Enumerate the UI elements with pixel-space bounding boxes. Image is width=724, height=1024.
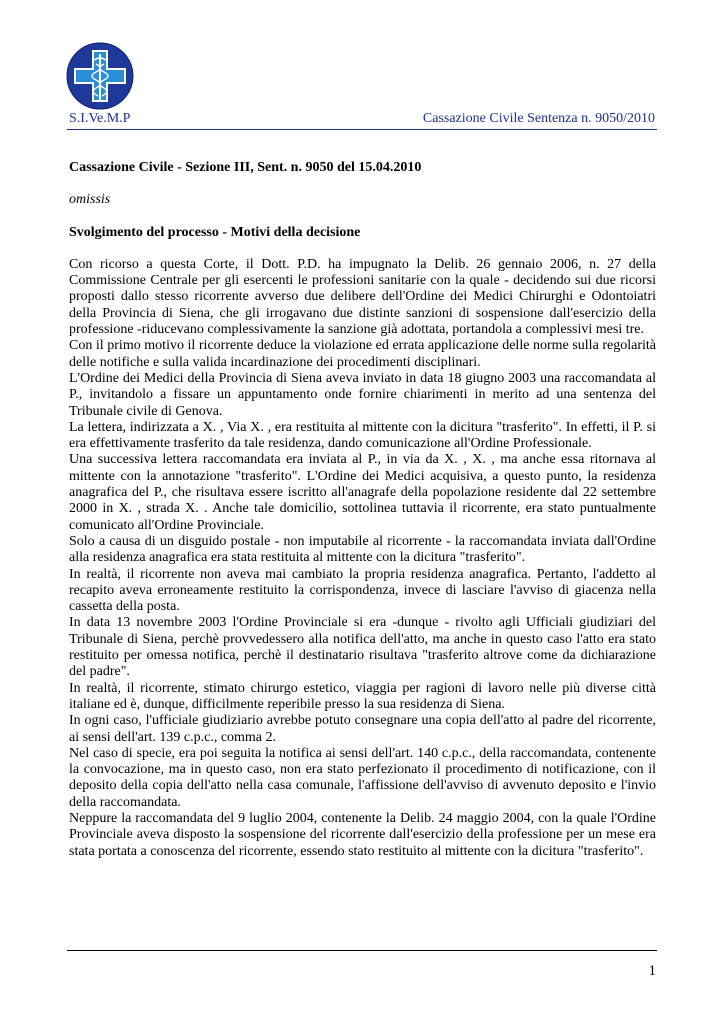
paragraph-list	[69, 257, 656, 860]
paragraph: Una successiva lettera raccomandata era inviata al P., in via da X. , X. , ma anche essa ritornava al mittente con la annotazione "trasferito". L'Ordine dei Medici acquisiva, a questo punto, la residenza anagrafica del P., che risultava essere iscritto all'anagrafe della popolazione residente dal 22 settembre 2000 in X. , strada X. . Anche tale domicilio, sottolinea tuttavia il ricorrente, era stato puntualmente comunicato all'Ordine Provinciale.	[69, 452, 656, 533]
paragraph: Neppure la raccomandata del 9 luglio 2004, contenente la Delib. 24 maggio 2004, con la quale l'Ordine Provinciale aveva disposto la sospensione del ricorrente dall'esercizio della professione per un mese era stata portata a conoscenza del ricorrente, essendo stato restituito al mittente con la dicitura "trasferito".	[69, 810, 656, 859]
footer-divider	[67, 950, 657, 951]
paragraph: Solo a causa di un disguido postale - non imputabile al ricorrente - la raccomandata inviata dall'Ordine alla residenza anagrafica era stata restituita al mittente con la dicitura "trasferito".	[69, 533, 656, 566]
paragraph: Nel caso di specie, era poi seguita la notifica ai sensi dell'art. 140 c.p.c., della raccomandata, contenente la convocazione, ma in questo caso, non era stato perfezionato il procedimento di notificazione, con il deposito della copia dell'atto nella casa comunale, l'affissione dell'avviso di avvenuto deposito e l'invio della raccomandata.	[69, 745, 656, 810]
paragraph: Con il primo motivo il ricorrente deduce la violazione ed errata applicazione delle norme sulla regolarità delle notifiche e sulla valida incardinazione dei procedimenti disciplinari.	[69, 338, 656, 370]
paragraph: L'Ordine dei Medici della Provincia di Siena aveva inviato in data 18 giugno 2003 una raccomandata al P., invitandolo a fissare un appuntamento onde fornire chiarimenti in merito ad una sentenza del Tribunale civile di Genova.	[69, 370, 656, 419]
caduceus-cross-logo	[66, 42, 134, 110]
header-divider	[67, 129, 657, 130]
omissis-note: omissis	[69, 192, 111, 208]
section-heading: Svolgimento del processo - Motivi della decisione	[69, 224, 361, 240]
document-title: Cassazione Civile - Sezione III, Sent. n. 9050 del 15.04.2010	[69, 160, 422, 175]
paragraph: In ogni caso, l'ufficiale giudiziario avrebbe potuto consegnare una copia dell'atto al padre del ricorrente, ai sensi dell'art. 139 c.p.c., comma 2.	[69, 713, 656, 745]
paragraph: La lettera, indirizzata a X. , Via X. , era restituita al mittente con la dicitura "trasferito". In effetti, il P. si era effettivamente trasferito da tale residenza, dando comunicazione all'Ordine Professionale.	[69, 419, 656, 452]
header-reference: Cassazione Civile Sentenza n. 9050/2010	[422, 111, 655, 126]
paragraph: In realtà, il ricorrente non aveva mai cambiato la propria residenza anagrafica. Pertanto, l'addetto al recapito aveva erroneamente restituito la corrispondenza, invece di lasciare l'avviso di giacenza nella cassetta della posta.	[69, 566, 656, 615]
paragraph: In realtà, il ricorrente, stimato chirurgo estetico, viaggia per ragioni di lavoro nelle più diverse città italiane ed è, dunque, difficilmente reperibile presso la sua residenza di Siena.	[69, 680, 656, 712]
page-number: 1	[648, 963, 656, 979]
paragraph: In data 13 novembre 2003 l'Ordine Provinciale si era -dunque - rivolto agli Ufficiali giudiziari del Tribunale di Siena, perchè provvedessero alla notifica dell'atto, ma anche in questo caso l'atto era stato restituito per omessa notifica, perchè il destinatario risultava "trasferito altrove come da dichiarazione del padre".	[69, 615, 656, 680]
paragraph: Con ricorso a questa Corte, il Dott. P.D. ha impugnato la Delib. 26 gennaio 2006, n. 27 della Commissione Centrale per gli esercenti le professioni sanitarie con la quale - decidendo sui due ricorsi proposti dallo stesso ricorrente avverso due delibere dell'Ordine dei Medici Chirurghi e Odontoiatri della Provincia di Siena, che gli irrogavano due distinte sanzioni di sospensione dall'esercizio della professione -riducevano complessivamente la sanzione già adottata, portandola a complessivi mesi tre.	[69, 256, 656, 338]
document-body	[69, 160, 656, 860]
header-org-name: S.I.Ve.M.P	[69, 111, 131, 126]
